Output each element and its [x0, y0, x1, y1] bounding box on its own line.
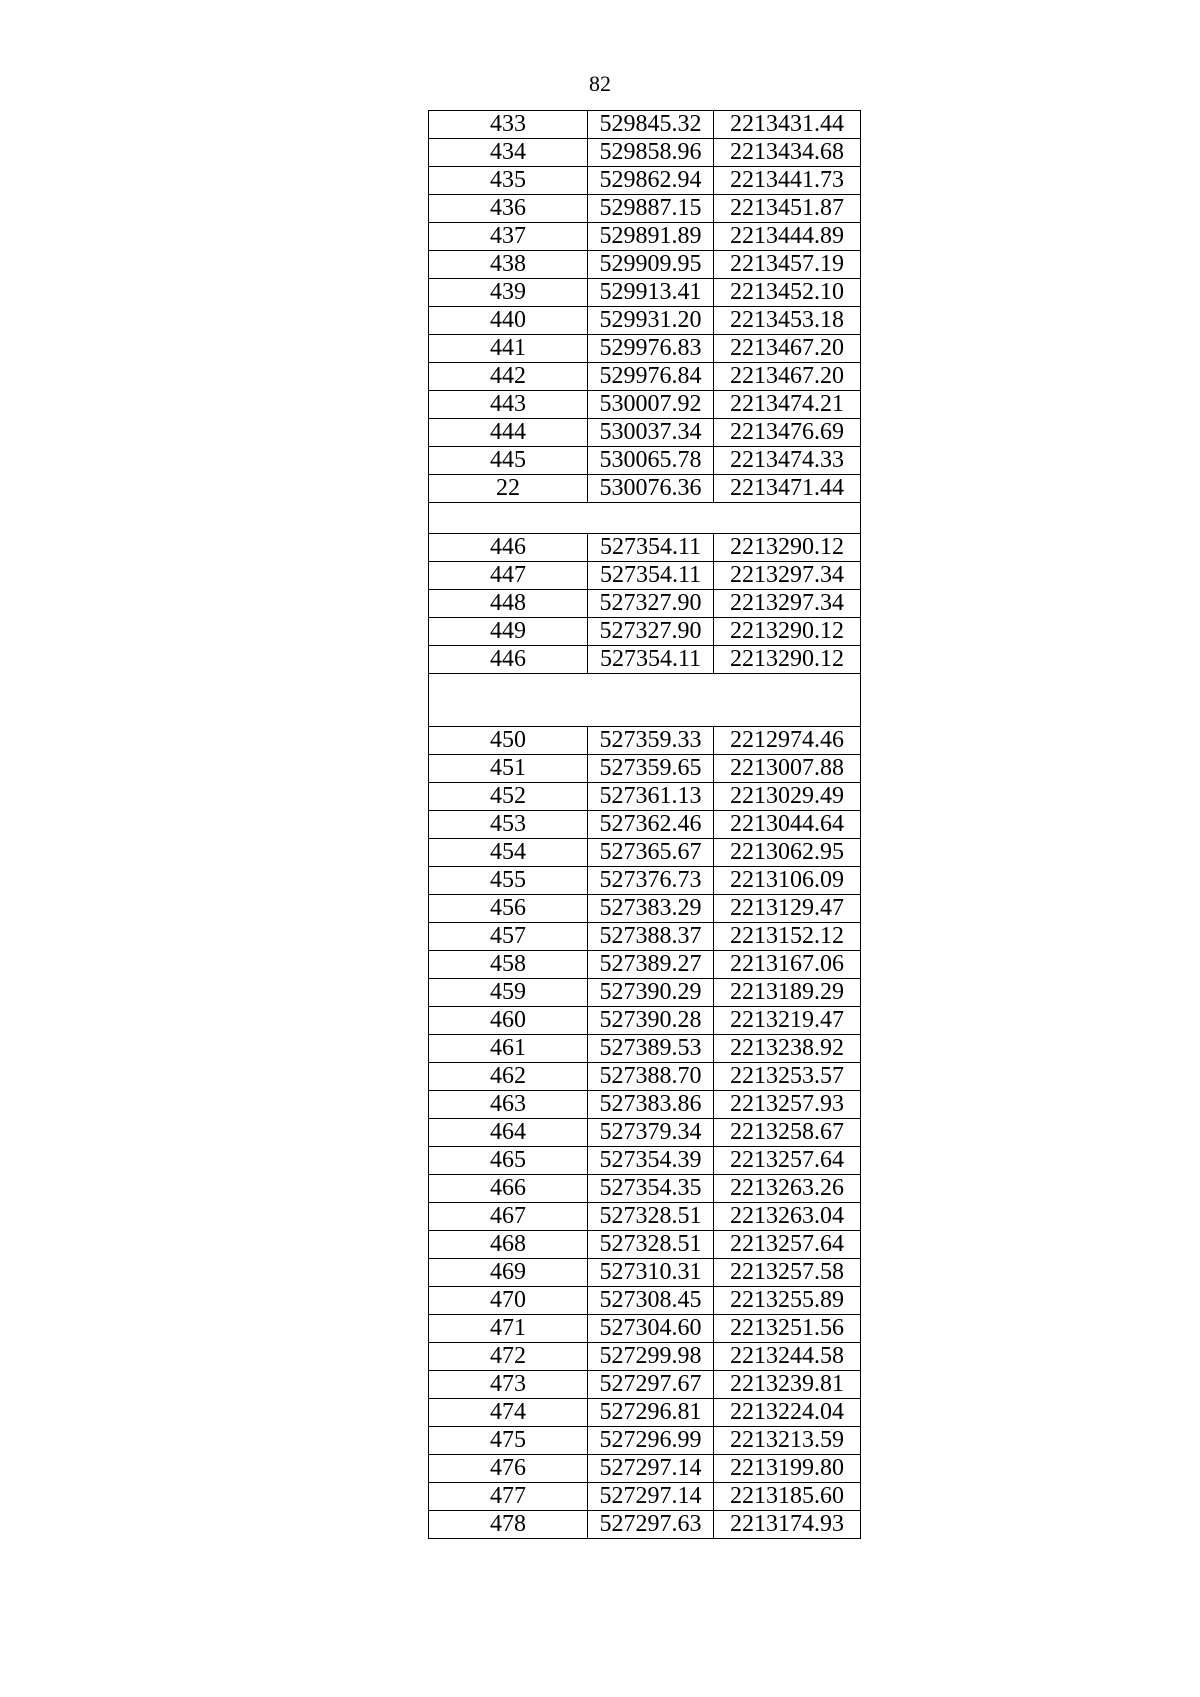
x-coordinate-cell: 530007.92	[588, 391, 714, 419]
y-coordinate-cell: 2213129.47	[714, 895, 861, 923]
group-separator-row	[429, 503, 861, 534]
point-number-cell: 455	[429, 867, 588, 895]
table-row	[429, 1259, 861, 1287]
x-coordinate-cell: 527388.70	[588, 1063, 714, 1091]
y-coordinate-cell: 2213167.06	[714, 951, 861, 979]
point-number-cell: 436	[429, 195, 588, 223]
point-number-cell: 446	[429, 534, 588, 562]
table-row	[429, 727, 861, 755]
point-number-cell: 472	[429, 1343, 588, 1371]
y-coordinate-cell: 2213263.04	[714, 1203, 861, 1231]
point-number-cell: 477	[429, 1483, 588, 1511]
table-row	[429, 1455, 861, 1483]
x-coordinate-cell: 527297.67	[588, 1371, 714, 1399]
point-number-cell: 470	[429, 1287, 588, 1315]
x-coordinate-cell: 527327.90	[588, 618, 714, 646]
x-coordinate-cell: 527376.73	[588, 867, 714, 895]
table-row	[429, 279, 861, 307]
point-number-cell: 450	[429, 727, 588, 755]
y-coordinate-cell: 2213174.93	[714, 1511, 861, 1539]
x-coordinate-cell: 527354.35	[588, 1175, 714, 1203]
x-coordinate-cell: 529862.94	[588, 167, 714, 195]
x-coordinate-cell: 527299.98	[588, 1343, 714, 1371]
point-number-cell: 473	[429, 1371, 588, 1399]
table-row	[429, 1119, 861, 1147]
y-coordinate-cell: 2213434.68	[714, 139, 861, 167]
point-number-cell: 442	[429, 363, 588, 391]
table-row	[429, 1203, 861, 1231]
x-coordinate-cell: 527328.51	[588, 1231, 714, 1259]
table-row	[429, 534, 861, 562]
y-coordinate-cell: 2213453.18	[714, 307, 861, 335]
x-coordinate-cell: 527390.29	[588, 979, 714, 1007]
x-coordinate-cell: 527379.34	[588, 1119, 714, 1147]
table-row	[429, 923, 861, 951]
y-coordinate-cell: 2212974.46	[714, 727, 861, 755]
x-coordinate-cell: 529845.32	[588, 111, 714, 139]
point-number-cell: 466	[429, 1175, 588, 1203]
point-number-cell: 444	[429, 419, 588, 447]
x-coordinate-cell: 527304.60	[588, 1315, 714, 1343]
x-coordinate-cell: 527297.14	[588, 1455, 714, 1483]
x-coordinate-cell: 527310.31	[588, 1259, 714, 1287]
table-row	[429, 1175, 861, 1203]
table-row	[429, 1343, 861, 1371]
y-coordinate-cell: 2213244.58	[714, 1343, 861, 1371]
table-row	[429, 167, 861, 195]
y-coordinate-cell: 2213239.81	[714, 1371, 861, 1399]
point-number-cell: 461	[429, 1035, 588, 1063]
point-number-cell: 476	[429, 1455, 588, 1483]
point-number-cell: 458	[429, 951, 588, 979]
table-row	[429, 1371, 861, 1399]
y-coordinate-cell: 2213253.57	[714, 1063, 861, 1091]
table-row	[429, 590, 861, 618]
table-row	[429, 783, 861, 811]
point-number-cell: 22	[429, 475, 588, 503]
point-number-cell: 467	[429, 1203, 588, 1231]
y-coordinate-cell: 2213290.12	[714, 646, 861, 674]
table-row	[429, 895, 861, 923]
table-row	[429, 1511, 861, 1539]
y-coordinate-cell: 2213474.33	[714, 447, 861, 475]
x-coordinate-cell: 527390.28	[588, 1007, 714, 1035]
x-coordinate-cell: 527389.27	[588, 951, 714, 979]
x-coordinate-cell: 527359.65	[588, 755, 714, 783]
point-number-cell: 478	[429, 1511, 588, 1539]
y-coordinate-cell: 2213189.29	[714, 979, 861, 1007]
y-coordinate-cell: 2213451.87	[714, 195, 861, 223]
x-coordinate-cell: 527361.13	[588, 783, 714, 811]
table-row	[429, 391, 861, 419]
table-row	[429, 419, 861, 447]
x-coordinate-cell: 527365.67	[588, 839, 714, 867]
table-row	[429, 251, 861, 279]
x-coordinate-cell: 527383.86	[588, 1091, 714, 1119]
point-number-cell: 438	[429, 251, 588, 279]
y-coordinate-cell: 2213467.20	[714, 363, 861, 391]
x-coordinate-cell: 530065.78	[588, 447, 714, 475]
y-coordinate-cell: 2213152.12	[714, 923, 861, 951]
y-coordinate-cell: 2213444.89	[714, 223, 861, 251]
point-number-cell: 454	[429, 839, 588, 867]
x-coordinate-cell: 527362.46	[588, 811, 714, 839]
y-coordinate-cell: 2213290.12	[714, 534, 861, 562]
x-coordinate-cell: 527308.45	[588, 1287, 714, 1315]
table-row	[429, 951, 861, 979]
point-number-cell: 443	[429, 391, 588, 419]
point-number-cell: 460	[429, 1007, 588, 1035]
table-row	[429, 335, 861, 363]
table-row	[429, 307, 861, 335]
y-coordinate-cell: 2213213.59	[714, 1427, 861, 1455]
point-number-cell: 446	[429, 646, 588, 674]
table-row	[429, 1231, 861, 1259]
point-number-cell: 451	[429, 755, 588, 783]
point-number-cell: 469	[429, 1259, 588, 1287]
y-coordinate-cell: 2213290.12	[714, 618, 861, 646]
x-coordinate-cell: 527297.63	[588, 1511, 714, 1539]
y-coordinate-cell: 2213441.73	[714, 167, 861, 195]
y-coordinate-cell: 2213219.47	[714, 1007, 861, 1035]
x-coordinate-cell: 527359.33	[588, 727, 714, 755]
point-number-cell: 445	[429, 447, 588, 475]
table-row	[429, 1287, 861, 1315]
y-coordinate-cell: 2213199.80	[714, 1455, 861, 1483]
table-row	[429, 1315, 861, 1343]
point-number-cell: 459	[429, 979, 588, 1007]
x-coordinate-cell: 529976.84	[588, 363, 714, 391]
table-row	[429, 867, 861, 895]
x-coordinate-cell: 530037.34	[588, 419, 714, 447]
table-row	[429, 447, 861, 475]
point-number-cell: 452	[429, 783, 588, 811]
y-coordinate-cell: 2213185.60	[714, 1483, 861, 1511]
x-coordinate-cell: 527354.11	[588, 646, 714, 674]
empty-separator-cell	[429, 503, 861, 534]
x-coordinate-cell: 527389.53	[588, 1035, 714, 1063]
y-coordinate-cell: 2213297.34	[714, 590, 861, 618]
x-coordinate-cell: 529887.15	[588, 195, 714, 223]
y-coordinate-cell: 2213471.44	[714, 475, 861, 503]
point-number-cell: 474	[429, 1399, 588, 1427]
point-number-cell: 453	[429, 811, 588, 839]
point-number-cell: 468	[429, 1231, 588, 1259]
point-number-cell: 439	[429, 279, 588, 307]
y-coordinate-cell: 2213007.88	[714, 755, 861, 783]
y-coordinate-cell: 2213062.95	[714, 839, 861, 867]
table-row	[429, 195, 861, 223]
table-row	[429, 979, 861, 1007]
table-row	[429, 363, 861, 391]
x-coordinate-cell: 527297.14	[588, 1483, 714, 1511]
point-number-cell: 434	[429, 139, 588, 167]
point-number-cell: 447	[429, 562, 588, 590]
y-coordinate-cell: 2213106.09	[714, 867, 861, 895]
x-coordinate-cell: 527354.11	[588, 534, 714, 562]
coordinates-table	[428, 110, 861, 1539]
table-row	[429, 755, 861, 783]
point-number-cell: 435	[429, 167, 588, 195]
x-coordinate-cell: 529858.96	[588, 139, 714, 167]
y-coordinate-cell: 2213476.69	[714, 419, 861, 447]
point-number-cell: 462	[429, 1063, 588, 1091]
table-row	[429, 1035, 861, 1063]
y-coordinate-cell: 2213044.64	[714, 811, 861, 839]
y-coordinate-cell: 2213255.89	[714, 1287, 861, 1315]
point-number-cell: 441	[429, 335, 588, 363]
table-row	[429, 646, 861, 674]
y-coordinate-cell: 2213251.56	[714, 1315, 861, 1343]
table-row	[429, 111, 861, 139]
table-row	[429, 1483, 861, 1511]
table-row	[429, 139, 861, 167]
empty-separator-cell	[429, 674, 861, 727]
coordinates-table-body	[429, 111, 861, 1539]
x-coordinate-cell: 530076.36	[588, 475, 714, 503]
x-coordinate-cell: 527354.11	[588, 562, 714, 590]
x-coordinate-cell: 529909.95	[588, 251, 714, 279]
table-row	[429, 839, 861, 867]
x-coordinate-cell: 529891.89	[588, 223, 714, 251]
x-coordinate-cell: 527296.81	[588, 1399, 714, 1427]
table-row	[429, 562, 861, 590]
group-separator-row	[429, 674, 861, 727]
point-number-cell: 440	[429, 307, 588, 335]
y-coordinate-cell: 2213224.04	[714, 1399, 861, 1427]
table-row	[429, 1091, 861, 1119]
y-coordinate-cell: 2213257.64	[714, 1231, 861, 1259]
point-number-cell: 449	[429, 618, 588, 646]
y-coordinate-cell: 2213258.67	[714, 1119, 861, 1147]
point-number-cell: 448	[429, 590, 588, 618]
table-row	[429, 475, 861, 503]
x-coordinate-cell: 527388.37	[588, 923, 714, 951]
x-coordinate-cell: 529931.20	[588, 307, 714, 335]
point-number-cell: 475	[429, 1427, 588, 1455]
y-coordinate-cell: 2213452.10	[714, 279, 861, 307]
y-coordinate-cell: 2213238.92	[714, 1035, 861, 1063]
point-number-cell: 456	[429, 895, 588, 923]
point-number-cell: 433	[429, 111, 588, 139]
y-coordinate-cell: 2213457.19	[714, 251, 861, 279]
table-row	[429, 1427, 861, 1455]
page-number: 82	[589, 71, 611, 96]
table-row	[429, 811, 861, 839]
y-coordinate-cell: 2213297.34	[714, 562, 861, 590]
x-coordinate-cell: 529976.83	[588, 335, 714, 363]
point-number-cell: 471	[429, 1315, 588, 1343]
table-row	[429, 1399, 861, 1427]
table-row	[429, 223, 861, 251]
y-coordinate-cell: 2213431.44	[714, 111, 861, 139]
table-row	[429, 1007, 861, 1035]
x-coordinate-cell: 527328.51	[588, 1203, 714, 1231]
y-coordinate-cell: 2213257.93	[714, 1091, 861, 1119]
y-coordinate-cell: 2213467.20	[714, 335, 861, 363]
y-coordinate-cell: 2213263.26	[714, 1175, 861, 1203]
table-row	[429, 1147, 861, 1175]
point-number-cell: 437	[429, 223, 588, 251]
x-coordinate-cell: 527327.90	[588, 590, 714, 618]
y-coordinate-cell: 2213257.64	[714, 1147, 861, 1175]
x-coordinate-cell: 527296.99	[588, 1427, 714, 1455]
x-coordinate-cell: 527383.29	[588, 895, 714, 923]
point-number-cell: 463	[429, 1091, 588, 1119]
table-row	[429, 618, 861, 646]
y-coordinate-cell: 2213257.58	[714, 1259, 861, 1287]
y-coordinate-cell: 2213029.49	[714, 783, 861, 811]
point-number-cell: 465	[429, 1147, 588, 1175]
table-row	[429, 1063, 861, 1091]
x-coordinate-cell: 527354.39	[588, 1147, 714, 1175]
y-coordinate-cell: 2213474.21	[714, 391, 861, 419]
x-coordinate-cell: 529913.41	[588, 279, 714, 307]
point-number-cell: 457	[429, 923, 588, 951]
point-number-cell: 464	[429, 1119, 588, 1147]
